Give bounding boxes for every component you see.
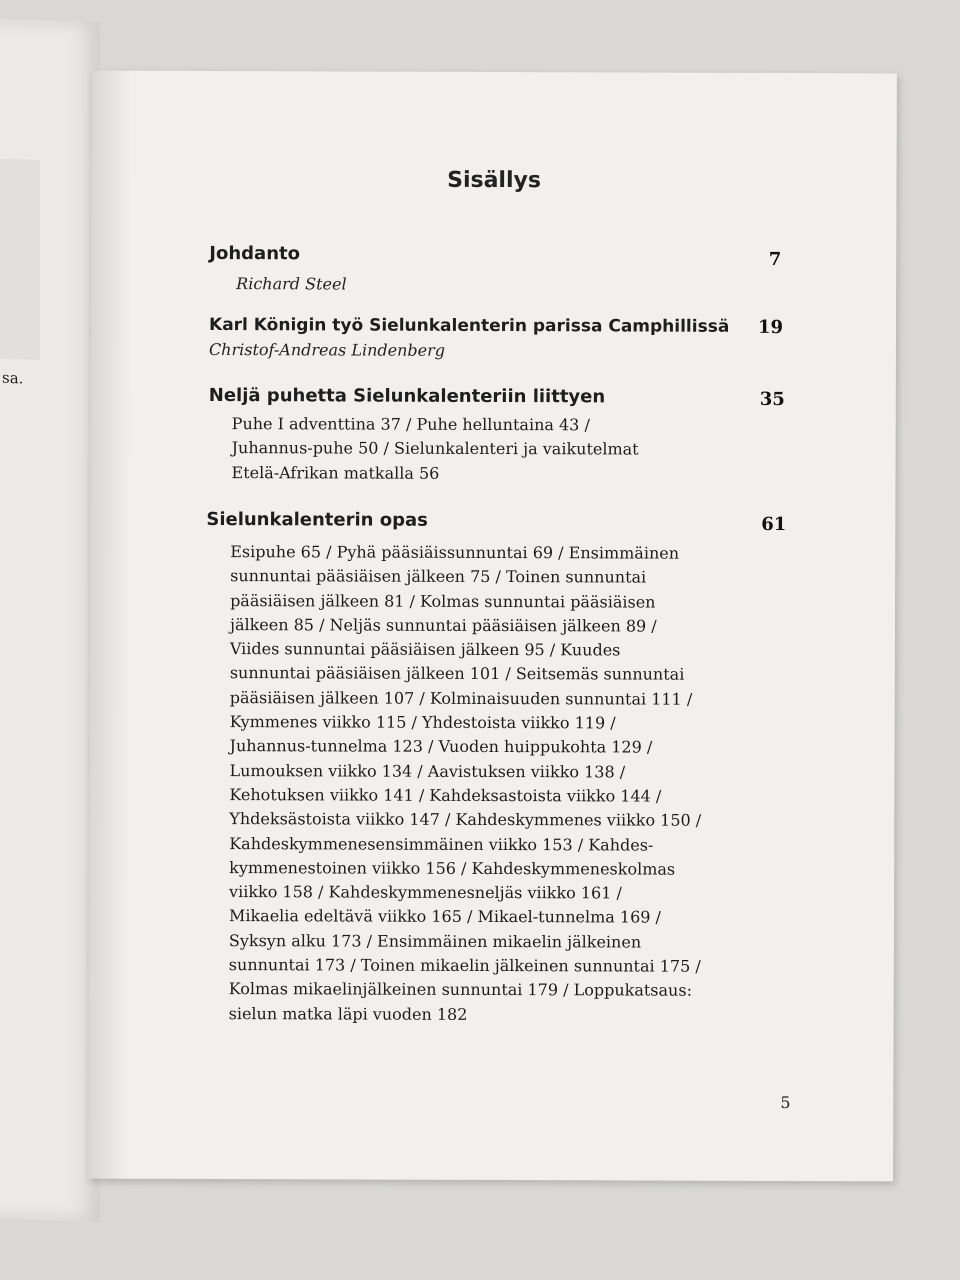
toc-subitem-line: Kymmenes viikko 115 / Yhdestoista viikko 119 /	[229, 712, 616, 733]
toc-subitem-line: Juhannus-tunnelma 123 / Vuoden huippukohta 129 /	[229, 736, 653, 757]
toc-subitem-line: viikko 158 / Kahdeskymmenesneljäs viikko 161 /	[229, 882, 622, 903]
toc-subitem-line: Esipuhe 65 / Pyhä pääsiäissunnuntai 69 / Ensimmäinen	[230, 542, 680, 563]
toc-subitem-line: sunnuntai 173 / Toinen mikaelin jälkeinen sunnuntai 175 /	[228, 955, 701, 976]
toc-subitem-line: sielun matka läpi vuoden 182	[228, 1003, 468, 1024]
toc-entry-heading: Johdanto	[209, 243, 301, 265]
toc-entry-heading: Karl Königin työ Sielunkalenterin parissa Camphillissä	[209, 315, 730, 337]
toc-subitem-line: Lumouksen viikko 134 / Aavistuksen viikko 138 /	[229, 760, 626, 782]
left-page-illustration-strip	[0, 159, 40, 360]
toc-subitem-line: pääsiäisen jälkeen 107 / Kolminaisuuden sunnuntai 111 /	[229, 687, 693, 709]
toc-subitem-line: Kahdeskymmenesensimmäinen viikko 153 / Kahdes-	[229, 833, 654, 855]
toc-entry-page: 19	[757, 316, 784, 339]
toc-subitem-line: Kolmas mikaelinjälkeinen sunnuntai 179 / Loppukatsaus:	[228, 979, 693, 1001]
book-page	[88, 71, 897, 1182]
toc-entry-page: 35	[759, 388, 785, 411]
toc-subitem-line: sunnuntai pääsiäisen jälkeen 75 / Toinen sunnuntai	[230, 566, 647, 587]
toc-subitem-line: Kehotuksen viikko 141 / Kahdeksastoista viikko 144 /	[229, 785, 662, 806]
toc-entry-subitems	[231, 412, 771, 487]
toc-subitem-line: sunnuntai pääsiäisen jälkeen 101 / Seitsemäs sunnuntai	[229, 663, 685, 685]
toc-subitem-line: Viides sunnuntai pääsiäisen jälkeen 95 / Kuudes	[229, 639, 621, 660]
toc-subitem-line: pääsiäisen jälkeen 81 / Kolmas sunnuntai pääsiäisen	[230, 590, 656, 612]
left-page	[0, 18, 100, 1222]
toc-subitem-line: jälkeen 85 / Neljäs sunnuntai pääsiäisen jälkeen 89 /	[229, 614, 657, 636]
toc-entry-page: 7	[768, 248, 782, 271]
page-number: 5	[780, 1093, 791, 1113]
toc-entry-page: 61	[761, 513, 787, 536]
toc-subitem-line: kymmenestoinen viikko 156 / Kahdeskymmeneskolmas	[229, 857, 676, 879]
toc-subitem-line: Syksyn alku 173 / Ensimmäinen mikaelin jälkeinen	[228, 930, 642, 952]
toc-subitem-line: Yhdeksästoista viikko 147 / Kahdeskymmenes viikko 150 /	[229, 809, 702, 830]
toc-subitem-line: Puhe I adventtina 37 / Puhe helluntaina 43 /	[231, 414, 590, 435]
toc-subitem-line: Etelä-Afrikan matkalla 56	[231, 462, 440, 483]
toc-subitem-line: Juhannus-puhe 50 / Sielunkalenteri ja vaikutelmat	[231, 438, 639, 459]
toc-entry-heading: Neljä puhetta Sielunkalenteriin liittyen	[208, 385, 606, 408]
toc-entry-subitems	[229, 540, 771, 1028]
toc-subitem-line: Mikaelia edeltävä viikko 165 / Mikael-tunnelma 169 /	[228, 906, 661, 928]
toc-entry-author: Christof-Andreas Lindenberg	[208, 340, 446, 360]
toc-entry-heading: Sielunkalenterin opas	[206, 509, 428, 531]
left-page-text-fragment: sa.	[2, 368, 24, 388]
page-gutter-shadow	[88, 71, 132, 1179]
page-title: Sisällys	[447, 167, 542, 194]
toc-entry-author: Richard Steel	[236, 274, 347, 294]
